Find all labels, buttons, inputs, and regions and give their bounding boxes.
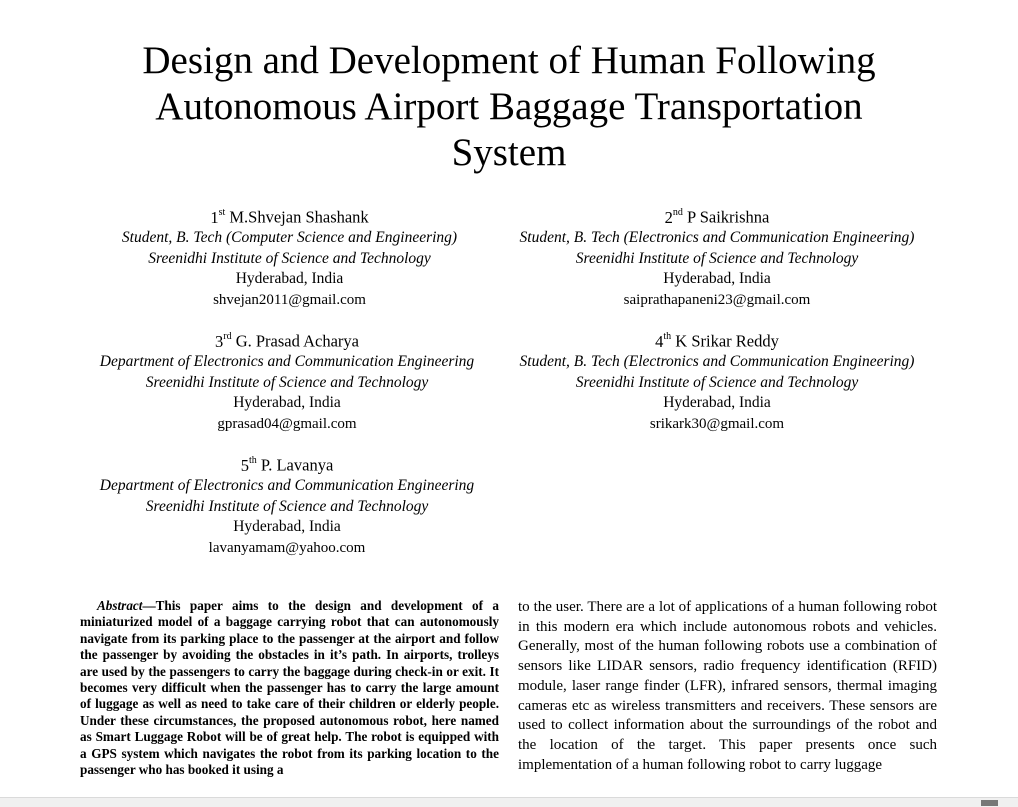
author-location: Hyderabad, India <box>663 270 771 287</box>
author-location: Hyderabad, India <box>233 394 341 411</box>
author-institution: Sreenidhi Institute of Science and Technology <box>145 497 429 515</box>
author-email: shvejan2011@gmail.com <box>213 291 366 308</box>
abstract-text: This paper aims to the design and development of a miniaturized model of a baggage carrying robot that can autonomously navigate from its parking place to the passenger at the airport and follow the passenger by avoiding the obstacles in it’s path. In airports, trolleys are used by the passengers to carry the baggage during check-in or exit. It becomes very difficult when the passenger has to carry the large amount of luggage as well as need to take care of their children or elderly people. Under these circumstances, the proposed autonomous robot, here named as Smart Luggage Robot will be of great help. The robot is equipped with a GPS system which navigates the robot from its parking location to the passenger who has booked it using a <box>80 598 499 778</box>
author-institution: Sreenidhi Institute of Science and Technology <box>145 373 429 391</box>
author-email: saiprathapaneni23@gmail.com <box>623 291 811 308</box>
title-line: Autonomous Airport Baggage Transportation <box>155 85 863 128</box>
author-name: 4th K Srikar Reddy <box>655 331 779 351</box>
author-email: srikark30@gmail.com <box>649 415 785 432</box>
author-email: lavanyamam@yahoo.com <box>208 539 366 556</box>
body-column <box>518 598 937 775</box>
author-block-2 <box>499 204 935 310</box>
author-name: 1st M.Shvejan Shashank <box>210 207 369 227</box>
author-email: gprasad04@gmail.com <box>217 415 357 432</box>
author-institution: Sreenidhi Institute of Science and Technology <box>575 373 859 391</box>
title-line: System <box>451 131 567 174</box>
author-block-5 <box>80 452 494 558</box>
author-role: Department of Electronics and Communication Engineering <box>99 353 475 370</box>
body-paragraph: to the user. There are a lot of applications of a human following robot in this modern era which include autonomous robots and vehicles. Generally, most of the human following robots use a combination of sensors like LIDAR sensors, radio frequency identification (RFID) module, laser range finder (LFR), infrared sensors, thermal imaging cameras etc as wireless transmitters and receivers. These sensors are used to collect information about the surroundings of the robot and the location of the target. This paper presents once such implementation of a human following robot to carry luggage <box>518 599 937 773</box>
author-institution: Sreenidhi Institute of Science and Technology <box>148 249 431 267</box>
abstract-label: Abstract <box>97 598 143 613</box>
author-role: Student, B. Tech (Electronics and Communication Engineering) <box>519 353 915 370</box>
paper-title <box>0 38 1018 176</box>
scrollbar-thumb[interactable] <box>981 800 998 806</box>
author-block-3 <box>80 328 494 434</box>
author-role: Student, B. Tech (Computer Science and Engineering) <box>121 229 458 246</box>
author-name: 3rd G. Prasad Acharya <box>215 331 359 351</box>
author-role: Student, B. Tech (Electronics and Communication Engineering) <box>519 229 915 246</box>
abstract-column <box>80 598 499 778</box>
author-block-4 <box>499 328 935 434</box>
author-location: Hyderabad, India <box>235 270 344 287</box>
abstract-dash: — <box>142 598 156 613</box>
author-name: 2nd P Saikrishna <box>664 207 770 227</box>
title-line: Design and Development of Human Following <box>142 39 876 82</box>
author-role: Department of Electronics and Communication Engineering <box>99 477 475 494</box>
author-institution: Sreenidhi Institute of Science and Technology <box>575 249 859 267</box>
author-location: Hyderabad, India <box>233 518 341 535</box>
author-location: Hyderabad, India <box>663 394 771 411</box>
author-block-1 <box>80 204 499 310</box>
abstract-paragraph <box>80 598 499 778</box>
author-name: 5th P. Lavanya <box>240 455 334 475</box>
